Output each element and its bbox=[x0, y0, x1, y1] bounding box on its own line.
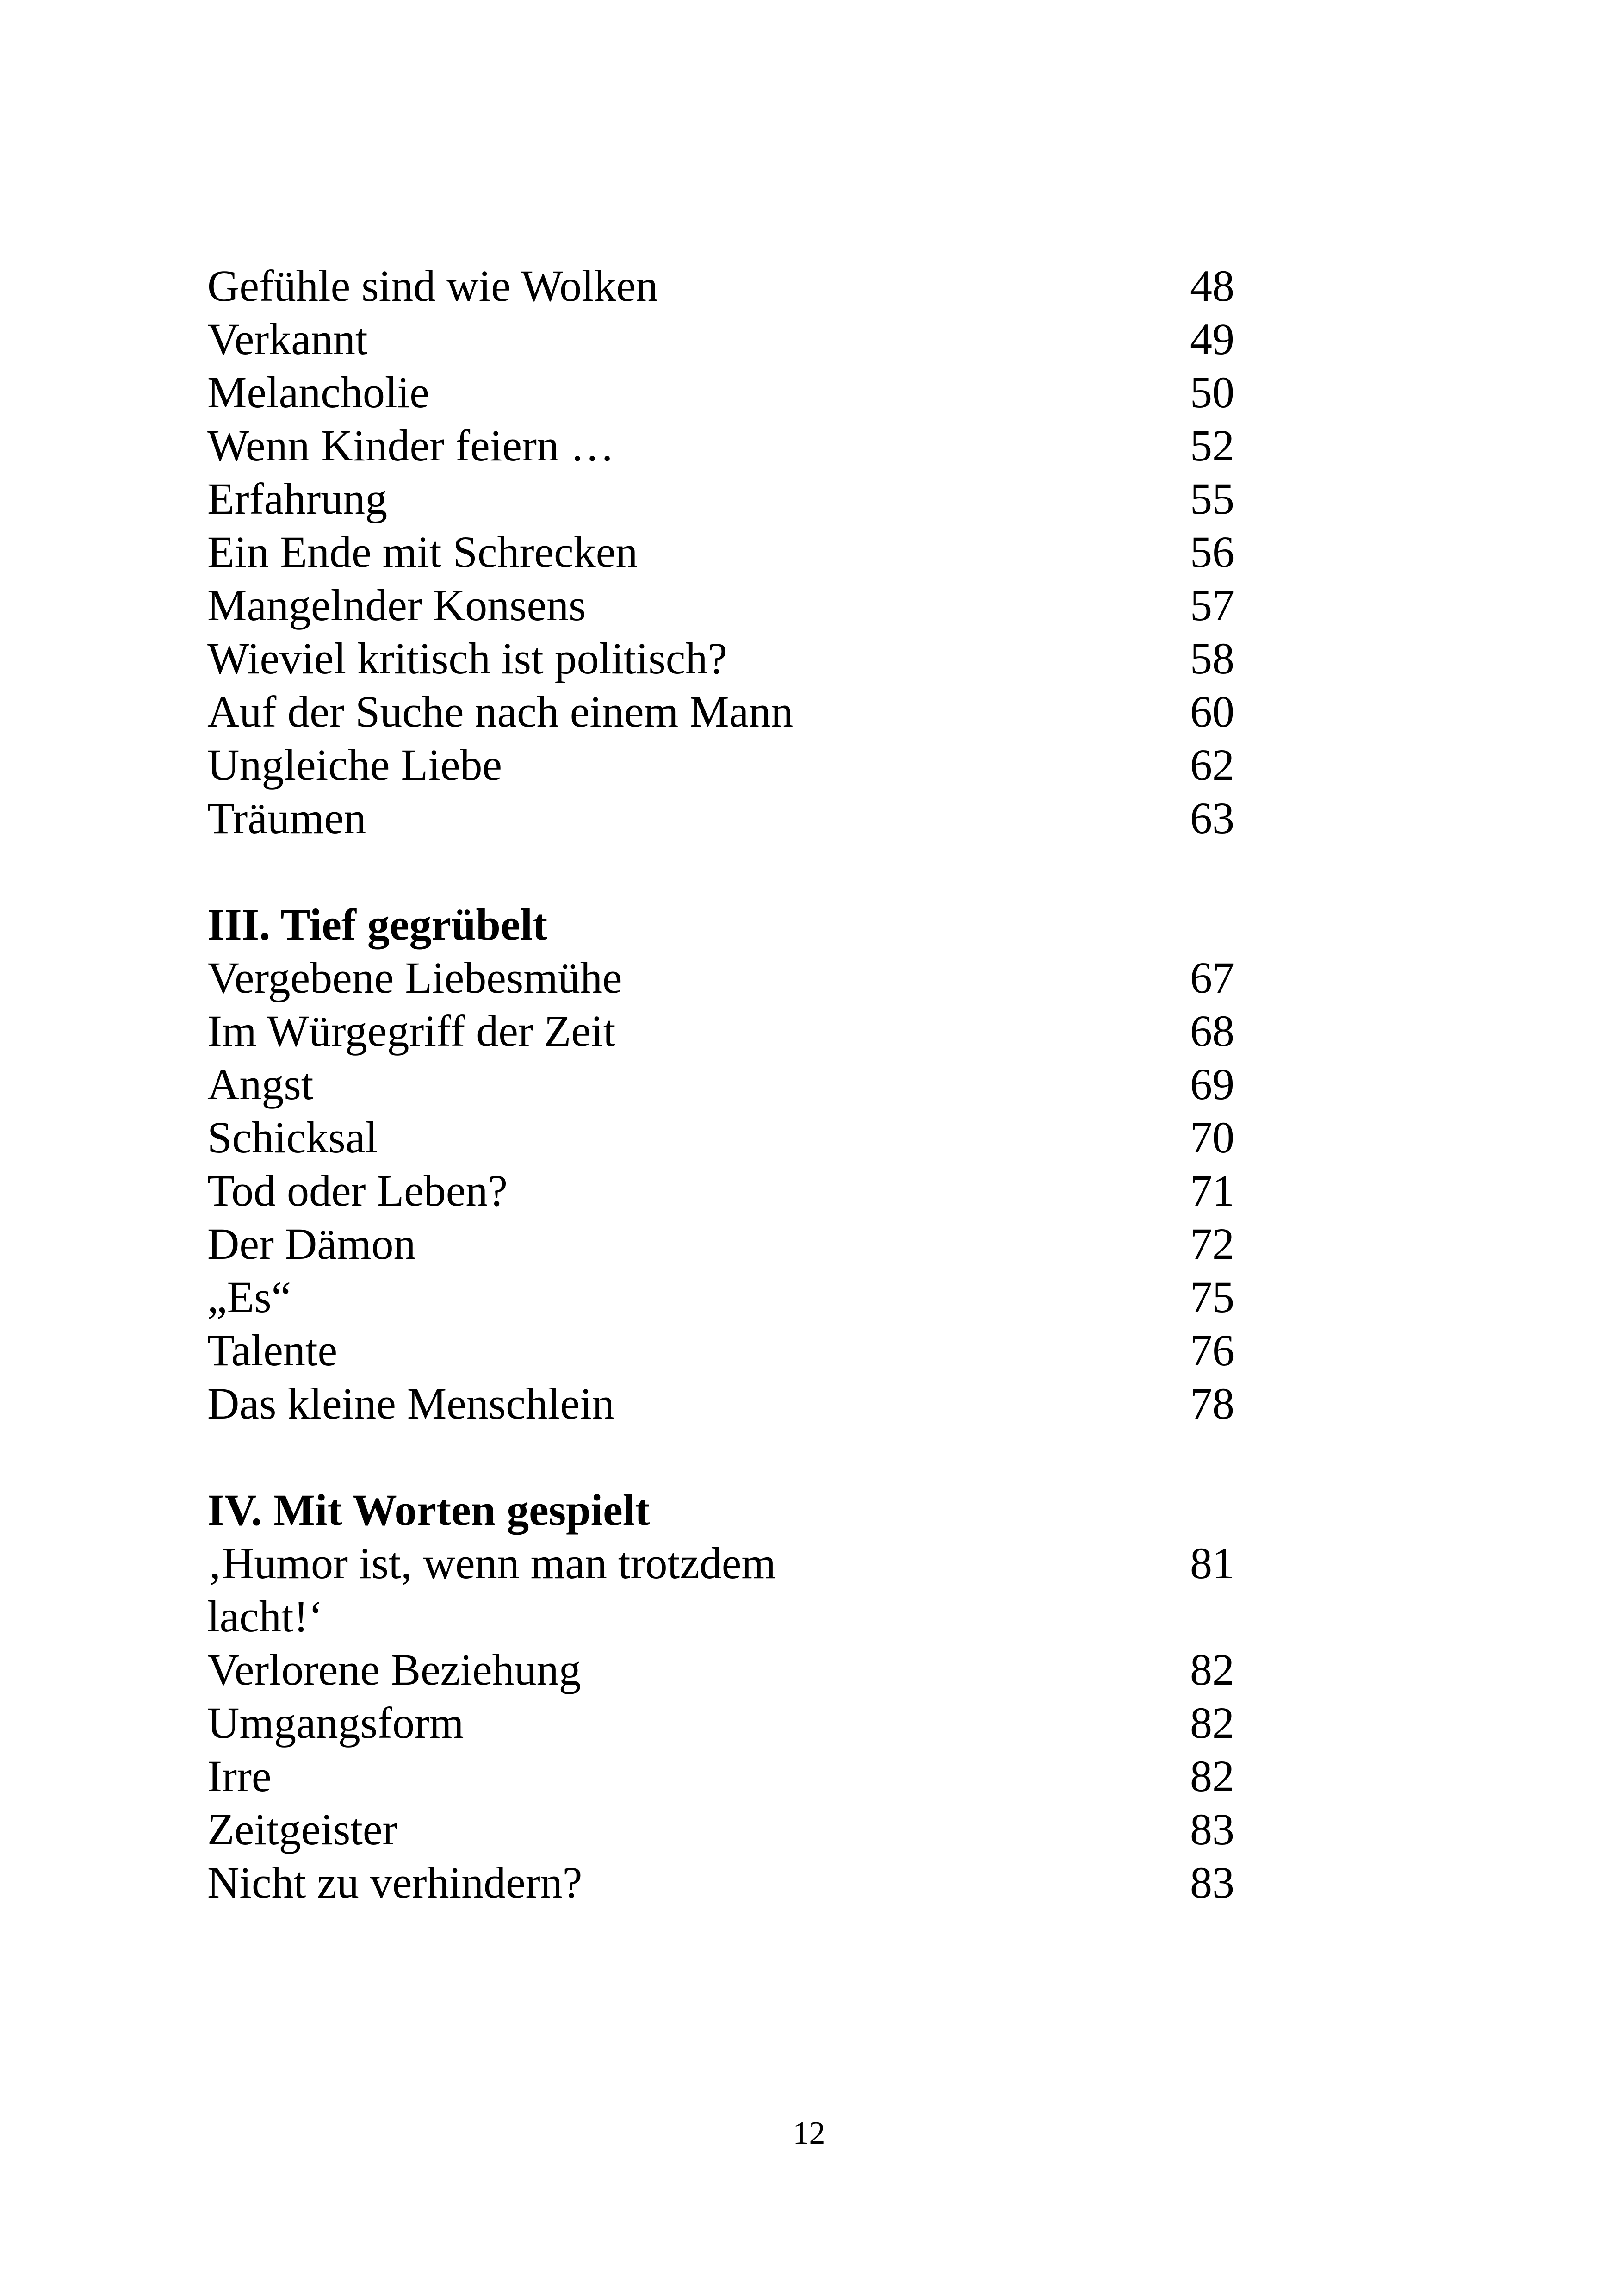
toc-entry-page: 48 bbox=[1190, 261, 1234, 311]
toc-entry bbox=[207, 738, 1234, 791]
toc-section-3 bbox=[207, 898, 1234, 1430]
toc-entry-page: 83 bbox=[1190, 1804, 1234, 1854]
toc-entry bbox=[207, 366, 1234, 419]
toc-entry bbox=[207, 259, 1234, 312]
toc-entry bbox=[207, 312, 1234, 366]
toc-entry-title: Tod oder Leben? bbox=[207, 1166, 508, 1215]
toc-entry bbox=[207, 1537, 1234, 1643]
toc-entry bbox=[207, 525, 1234, 579]
toc-entry-page: 82 bbox=[1190, 1751, 1234, 1801]
toc-entry bbox=[207, 1856, 1234, 1909]
toc-entry-title: Wieviel kritisch ist politisch? bbox=[207, 634, 727, 683]
section-spacer bbox=[207, 845, 1234, 898]
toc-entry bbox=[207, 1643, 1234, 1696]
toc-entry-title: Talente bbox=[207, 1325, 338, 1375]
toc-entry-page: 75 bbox=[1190, 1272, 1234, 1322]
toc-entry-page: 82 bbox=[1190, 1698, 1234, 1748]
toc-entry-title: Angst bbox=[207, 1059, 314, 1109]
toc-entry-title: Mangelnder Konsens bbox=[207, 580, 586, 630]
toc-entry-title: Das kleine Menschlein bbox=[207, 1379, 614, 1428]
toc-entry bbox=[207, 685, 1234, 738]
toc-entry bbox=[207, 419, 1234, 472]
table-of-contents bbox=[207, 259, 1234, 1909]
toc-entry-page: 71 bbox=[1190, 1166, 1234, 1215]
toc-entry-title: Melancholie bbox=[207, 367, 429, 417]
toc-entry-title: Auf der Suche nach einem Mann bbox=[207, 687, 794, 736]
toc-entry-page: 67 bbox=[1190, 953, 1234, 1002]
toc-entry-title: ‚Humor ist, wenn man trotzdem lacht!‘ bbox=[207, 1538, 776, 1641]
toc-entry bbox=[207, 1377, 1234, 1430]
toc-entry bbox=[207, 951, 1234, 1004]
toc-entry-title: Erfahrung bbox=[207, 474, 388, 523]
toc-entry bbox=[207, 791, 1234, 845]
toc-entry bbox=[207, 1217, 1234, 1270]
toc-entry bbox=[207, 632, 1234, 685]
toc-entry-title: Der Dämon bbox=[207, 1219, 416, 1269]
toc-entry bbox=[207, 1324, 1234, 1377]
toc-entry-title: Träumen bbox=[207, 793, 366, 843]
toc-entry-page: 82 bbox=[1190, 1645, 1234, 1694]
toc-entry bbox=[207, 1111, 1234, 1164]
toc-entry-title: Nicht zu verhindern? bbox=[207, 1858, 583, 1907]
toc-entry-title: „Es“ bbox=[207, 1272, 291, 1322]
toc-entry-title: Verkannt bbox=[207, 314, 368, 364]
toc-entry-page: 83 bbox=[1190, 1858, 1234, 1907]
toc-entry-page: 68 bbox=[1190, 1006, 1234, 1056]
toc-entry-page: 55 bbox=[1190, 474, 1234, 523]
toc-entry bbox=[207, 1749, 1234, 1803]
toc-entry bbox=[207, 1164, 1234, 1217]
toc-entry-title: Verlorene Beziehung bbox=[207, 1645, 581, 1694]
toc-entry-page: 81 bbox=[1190, 1538, 1234, 1588]
toc-entry-page: 52 bbox=[1190, 421, 1234, 470]
toc-entry-page: 58 bbox=[1190, 634, 1234, 683]
toc-entry-page: 69 bbox=[1190, 1059, 1234, 1109]
toc-entry bbox=[207, 472, 1234, 525]
toc-entry-page: 76 bbox=[1190, 1325, 1234, 1375]
toc-entry-page: 50 bbox=[1190, 367, 1234, 417]
toc-entry-page: 70 bbox=[1190, 1113, 1234, 1162]
section-spacer bbox=[207, 1430, 1234, 1483]
toc-entry-title: Ein Ende mit Schrecken bbox=[207, 527, 638, 577]
toc-entry-page: 72 bbox=[1190, 1219, 1234, 1269]
section-heading: III. Tief gegrübelt bbox=[207, 900, 548, 949]
toc-entry bbox=[207, 1803, 1234, 1856]
toc-entry-title: Zeitgeister bbox=[207, 1804, 397, 1854]
toc-entry-title: Irre bbox=[207, 1751, 272, 1801]
toc-entry bbox=[207, 1058, 1234, 1111]
toc-entry-title: Im Würgegriff der Zeit bbox=[207, 1006, 616, 1056]
toc-entry-page: 60 bbox=[1190, 687, 1234, 736]
toc-entry-page: 63 bbox=[1190, 793, 1234, 843]
toc-entry-title: Gefühle sind wie Wolken bbox=[207, 261, 658, 311]
toc-entry-title: Wenn Kinder feiern … bbox=[207, 421, 614, 470]
toc-entry-page: 56 bbox=[1190, 527, 1234, 577]
toc-entry-title: Ungleiche Liebe bbox=[207, 740, 502, 790]
section-heading: IV. Mit Worten gespielt bbox=[207, 1485, 650, 1535]
toc-entry bbox=[207, 1270, 1234, 1324]
toc-entry-title: Umgangsform bbox=[207, 1698, 464, 1748]
toc-section-4 bbox=[207, 1483, 1234, 1909]
toc-group-continued bbox=[207, 259, 1234, 845]
toc-entry bbox=[207, 579, 1234, 632]
toc-entry-page: 49 bbox=[1190, 314, 1234, 364]
toc-entry-page: 62 bbox=[1190, 740, 1234, 790]
toc-entry-title: Schicksal bbox=[207, 1113, 378, 1162]
toc-entry-page: 57 bbox=[1190, 580, 1234, 630]
toc-entry-page: 78 bbox=[1190, 1379, 1234, 1428]
toc-entry bbox=[207, 1696, 1234, 1749]
page-number: 12 bbox=[793, 2116, 825, 2151]
toc-entry-title: Vergebene Liebesmühe bbox=[207, 953, 622, 1002]
toc-entry bbox=[207, 1004, 1234, 1058]
